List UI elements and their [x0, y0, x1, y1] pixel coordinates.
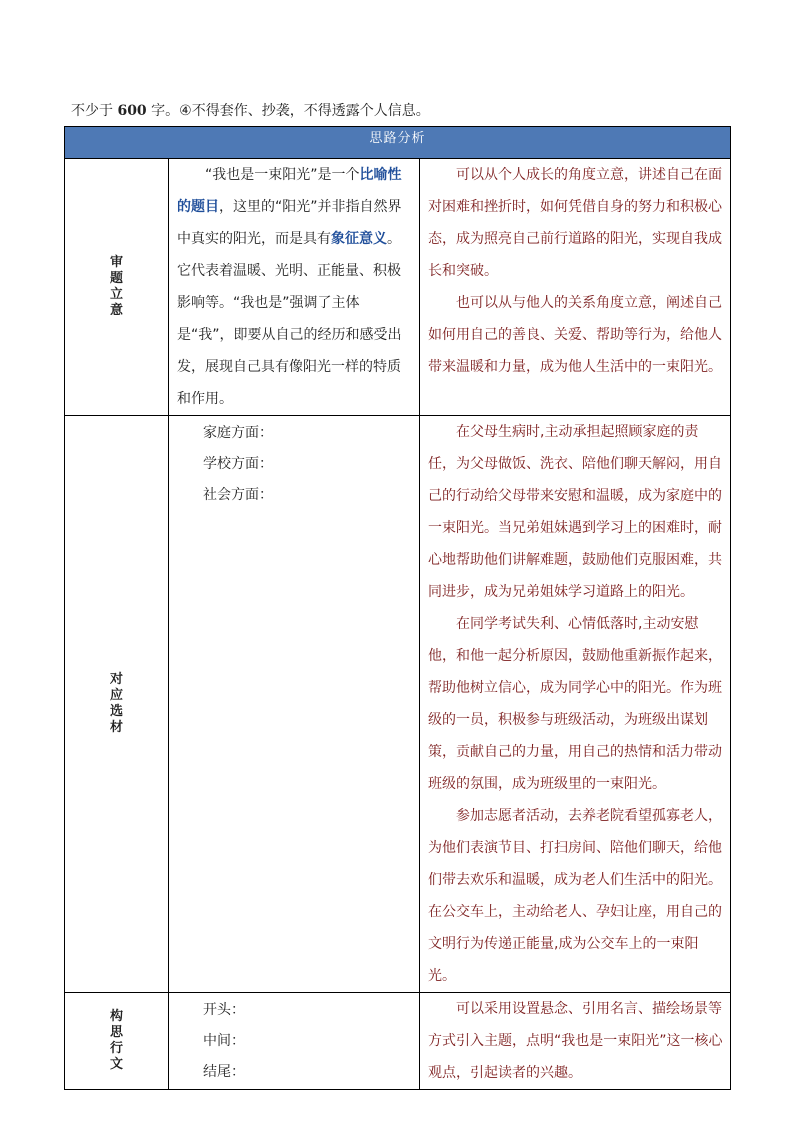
table-header: 思路分析 — [65, 127, 731, 159]
analysis-table — [64, 126, 731, 1090]
section-label: 构思行文 — [109, 1009, 123, 1072]
table-header-row — [65, 127, 731, 159]
label-cell — [65, 159, 169, 416]
structure-cell — [420, 993, 731, 1090]
material-cell — [420, 416, 731, 993]
structure-middle: 中间： — [203, 1033, 245, 1049]
section-label: 审题立意 — [109, 255, 123, 318]
section-label: 对应选材 — [109, 672, 123, 735]
intro-suffix: 字。④不得套作、抄袭，不得透露个人信息。 — [151, 103, 430, 119]
structure-items-cell — [169, 993, 420, 1090]
highlight-symbolic: 象征意义 — [331, 231, 387, 247]
category-society: 社会方面： — [203, 487, 273, 503]
text-part: “我也是一束阳光”是一个 — [205, 167, 360, 183]
structure-opening: 开头： — [203, 1002, 245, 1018]
text-part: 。它代表着温暖、光明、正能量、积极影响等。“我也是”强调了主体是“我”，即要从自己的经历和感受出发，展现自己具有像阳光一样的特质和作用。 — [177, 231, 402, 407]
table-row-gousi — [65, 993, 731, 1090]
text-part: ，这里的“阳光”并非指自然界中真实的阳光，而是具有 — [177, 199, 402, 247]
topic-analysis-cell — [169, 159, 420, 416]
intent-cell — [420, 159, 731, 416]
structure-paragraph: 可以采用设置悬念、引用名言、描绘场景等方式引入主题，点明“我也是一束阳光”这一核心观点，引起读者的兴趣。 — [428, 1001, 723, 1081]
structure-ending: 结尾： — [203, 1064, 245, 1080]
intro-number: 600 — [117, 103, 147, 119]
material-categories-cell — [169, 416, 420, 993]
label-cell — [65, 993, 169, 1090]
intent-paragraph: 可以从个人成长的角度立意，讲述自己在面对困难和挫折时，如何凭借自身的努力和积极心态，成为照亮自己前行道路的阳光，实现自我成长和突破。 — [428, 167, 722, 279]
intro-line — [71, 100, 430, 122]
material-paragraph: 在同学考试失利、心情低落时,主动安慰他，和他一起分析原因，鼓励他重新振作起来，帮助他树立信心，成为同学心中的阳光。作为班级的一员，积极参与班级活动，为班级出谋划策，贡献自己的力量，用自己的热情和活力带动班级的氛围，成为班级里的一束阳光。 — [428, 616, 722, 792]
intro-prefix: 不少于 — [71, 103, 113, 119]
label-cell — [65, 416, 169, 993]
material-paragraph: 在父母生病时,主动承担起照顾家庭的责任，为父母做饭、洗衣、陪他们聊天解闷，用自己的行动给父母带来安慰和温暖，成为家庭中的一束阳光。当兄弟姐妹遇到学习上的困难时，耐心地帮助他们讲解难题，鼓励他们克服困难，共同进步，成为兄弟姐妹学习道路上的阳光。 — [428, 424, 722, 600]
table-row-shenti — [65, 159, 731, 416]
category-school: 学校方面： — [203, 456, 273, 472]
material-paragraph: 参加志愿者活动，去养老院看望孤寡老人，为他们表演节目、打扫房间、陪他们聊天，给他们带去欢乐和温暖，成为老人们生活中的阳光。在公交车上，主动给老人、孕妇让座，用自己的文明行为传递正能量,成为公交车上的一束阳光。 — [428, 808, 722, 984]
table-row-xuancai — [65, 416, 731, 993]
highlight-metaphor: 比喻性的题目 — [177, 167, 402, 215]
topic-analysis-text — [177, 159, 413, 415]
intent-paragraph: 也可以从与他人的关系角度立意，阐述自己如何用自己的善良、关爱、帮助等行为，给他人带来温暖和力量，成为他人生活中的一束阳光。 — [428, 295, 722, 375]
category-family: 家庭方面： — [203, 425, 273, 441]
